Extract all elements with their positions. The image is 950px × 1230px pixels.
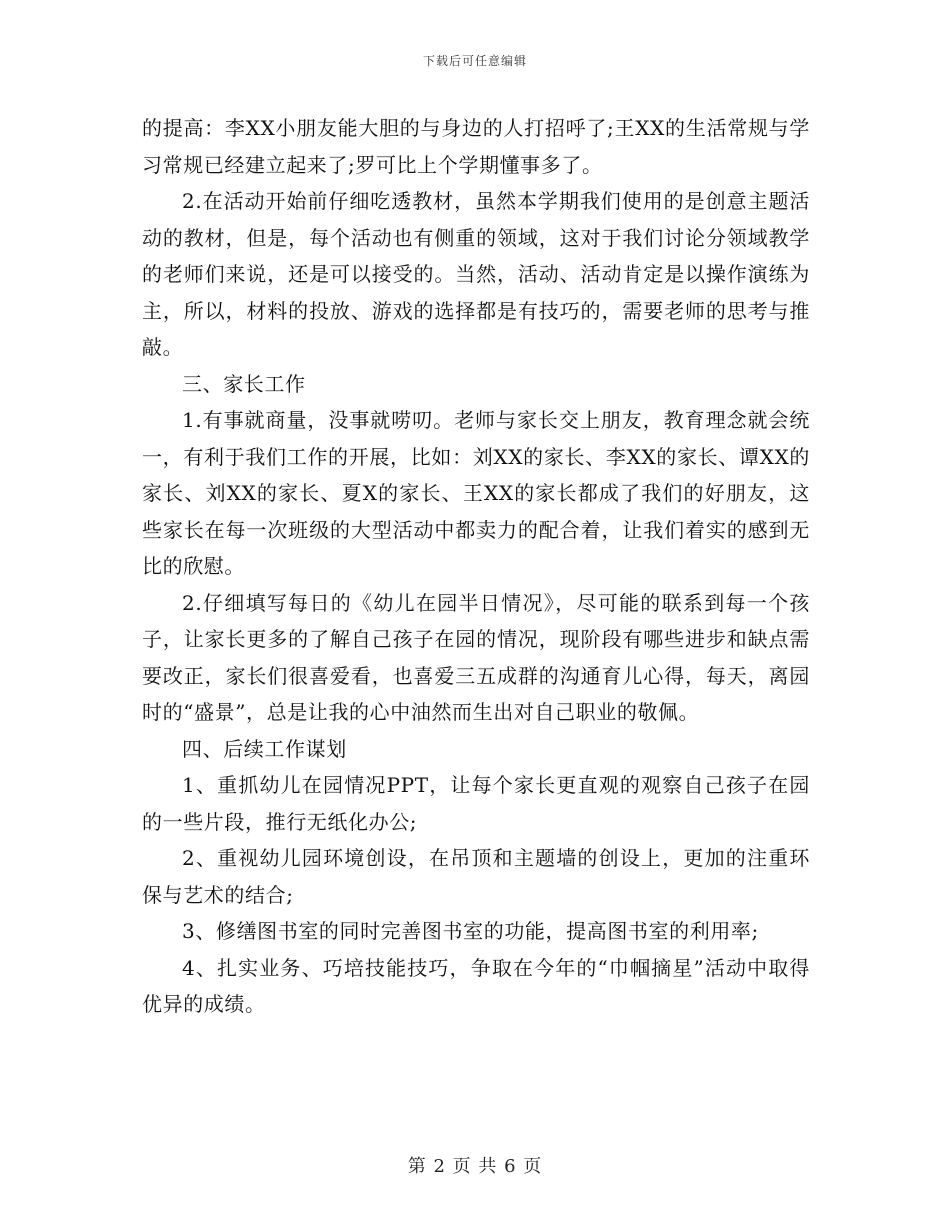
plan-item-1: 1、重抓幼儿在园情况PPT，让每个家长更直观的观察自己孩子在园的一些片段，推行无纸化办公; <box>142 773 810 834</box>
document-body <box>142 110 810 1023</box>
paragraph-item-1-parents: 1.有事就商量，没事就唠叨。老师与家长交上朋友，教育理念就会统一，有利于我们工作的开展，比如：刘XX的家长、李XX的家长、谭XX的家长、刘XX的家长、夏X的家长、王XX的家长都成了我们的好朋友，这些家长在每一次班级的大型活动中都卖力的配合着，让我们着实的感到无比的欣慰。 <box>142 408 810 578</box>
paragraph-continuation: 的提高：李XX小朋友能大胆的与身边的人打招呼了;王XX的生活常规与学习常规已经建立起来了;罗可比上个学期懂事多了。 <box>142 116 810 177</box>
paragraph-item-2-parents: 2.仔细填写每日的《幼儿在园半日情况》，尽可能的联系到每一个孩子，让家长更多的了解自己孩子在园的情况，现阶段有哪些进步和缺点需要改正，家长们很喜爱看，也喜爱三五成群的沟通育儿心得，每天，离园时的“盛景”，总是让我的心中油然而生出对自己职业的敬佩。 <box>142 590 810 724</box>
section-heading-parent-work: 三、家长工作 <box>182 371 306 396</box>
section-heading-future-plan: 四、后续工作谋划 <box>182 736 347 761</box>
page-header: 下载后可任意编辑 <box>422 54 527 68</box>
plan-item-4: 4、扎实业务、巧培技能技巧，争取在今年的“巾帼摘星”活动中取得优异的成绩。 <box>142 955 810 1016</box>
page-number-footer: 第 2 页 共 6 页 <box>407 1156 543 1177</box>
plan-item-3: 3、修缮图书室的同时完善图书室的功能，提高图书室的利用率; <box>182 919 759 943</box>
paragraph-item-2-teaching: 2.在活动开始前仔细吃透教材，虽然本学期我们使用的是创意主题活动的教材，但是，每个活动也有侧重的领域，这对于我们讨论分领域教学的老师们来说，还是可以接受的。当然，活动、活动肯定是以操作演练为主，所以，材料的投放、游戏的选择都是有技巧的，需要老师的思考与推敲。 <box>142 189 810 359</box>
plan-item-2: 2、重视幼儿园环境创设，在吊顶和主题墙的创设上，更加的注重环保与艺术的结合; <box>142 846 810 907</box>
